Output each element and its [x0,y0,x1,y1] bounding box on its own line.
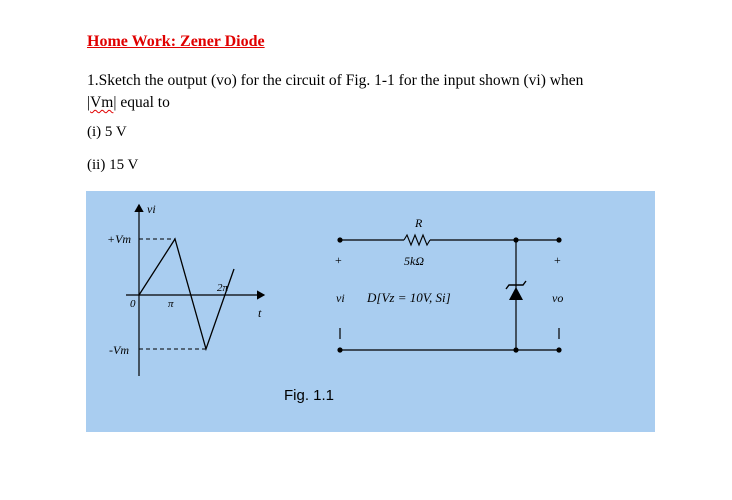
vm-term: Vm [90,94,114,111]
question-line-2 [87,92,583,114]
input-plus-sign: + [335,253,342,267]
output-voltage-label: vo [552,291,564,305]
question-line-1: 1.Sketch the output (vo) for the circuit of Fig. 1-1 for the input shown (vi) when [87,72,584,89]
node-bottom-mid [513,347,518,352]
equal-to-text: | equal to [113,94,170,111]
neg-peak-label: -Vm [109,343,129,357]
figure-caption: Fig. 1.1 [284,387,335,404]
resistor-label: R [415,216,423,230]
node-top-mid [513,237,518,242]
node-bottom-right [556,347,561,352]
output-plus-sign: + [554,253,561,267]
zener-circuit [335,216,563,353]
input-waveform-graph [107,202,264,376]
node-top-right [556,237,561,242]
option-i: (i) 5 V [87,124,127,140]
figure-drawing [86,191,655,432]
page-title: Home Work: Zener Diode [87,33,265,50]
y-axis-label: vi [147,202,156,216]
resistor-value: 5kΩ [404,254,425,268]
x-axis-label: t [258,306,262,320]
pi-label: π [168,298,174,310]
triangle-wave [139,239,234,349]
origin-label: 0 [130,298,136,310]
option-ii: (ii) 15 V [87,157,139,173]
input-voltage-label: vi [336,291,345,305]
node-bottom-left [337,347,342,352]
resistor-symbol [404,235,430,245]
question-text [87,70,583,114]
abs-bar-left: | [87,94,91,111]
pos-peak-label: +Vm [107,232,132,246]
node-top-left [337,237,342,242]
figure-panel [86,191,655,432]
two-pi-label: 2π [217,282,229,294]
zener-diode-label: D[Vz = 10V, Si] [367,290,451,305]
